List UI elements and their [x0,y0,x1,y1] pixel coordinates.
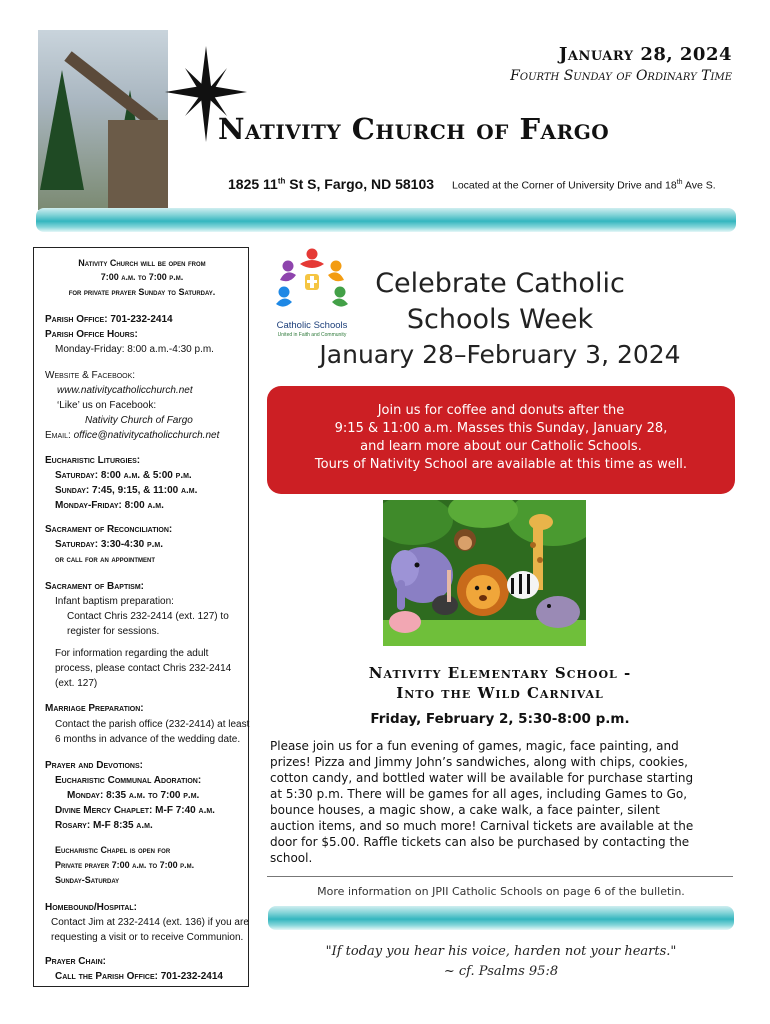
reconciliation-appointment: or call for an appointment [55,554,155,564]
carnival-title: Nativity Elementary School - [368,664,632,682]
marriage-label: Marriage Preparation: [45,703,144,714]
carnival-body-line: school. [270,851,313,865]
adult-baptism-line: For information regarding the adult [55,648,209,659]
parish-info-sidebar [33,247,249,987]
website-label: Website & Facebook: [45,370,136,381]
scripture-citation: ~ cf. Psalms 95:8 [443,964,559,979]
marriage-line: Contact the parish office (232-2414) at least [55,719,250,730]
carnival-body-line: bounce houses, a magic show, a cake walk, a face painter, silent [270,803,660,817]
prayer-devotions-label: Prayer and Devotions: [45,760,143,771]
open-hours-line: 7:00 a.m. to 7:00 p.m. [100,272,184,282]
baptism-line: register for sessions. [67,626,160,637]
office-hours-value: Monday-Friday: 8:00 a.m.-4:30 p.m. [55,344,214,355]
chapel-line: Sunday-Saturday [55,875,120,885]
rosary-time: Rosary: M-F 8:35 a.m. [55,820,153,831]
announcement-line: 9:15 & 11:00 a.m. Masses this Sunday, January 28, [334,421,668,436]
open-hours-line: Nativity Church will be open from [78,258,206,268]
carnival-body-line: auction items, and so much more! Carnival tickets are available at the [270,819,694,833]
church-location: Located at the Corner of University Drive and 18th Ave S. [452,179,716,192]
adoration-label: Eucharistic Communal Adoration: [55,775,202,786]
announcement-line: Tours of Nativity School are available at this time as well. [314,457,688,472]
jungle-animals-illustration [383,500,586,646]
carnival-title: Into the Wild Carnival [396,684,604,702]
carnival-body-line: door for $5.00. Raffle tickets can also be purchased by contacting the [270,835,690,849]
homebound-line: requesting a visit or to receive Communion. [51,932,244,943]
scripture-quote: "If today you hear his voice, harden not your hearts." [325,944,677,959]
carnival-date: Friday, February 2, 5:30-8:00 p.m. [370,711,630,727]
adult-baptism-line: (ext. 127) [55,678,98,689]
adoration-time: Monday: 8:35 a.m. to 7:00 p.m. [67,790,200,801]
open-hours-line: for private prayer Sunday to Saturday. [68,287,216,297]
church-name: Nativity Church of Fargo [218,112,610,146]
facebook-like: ‘Like’ us on Facebook: [57,400,157,411]
marriage-line: 6 months in advance of the wedding date. [55,734,241,745]
prayer-chain-label: Prayer Chain: [45,956,106,967]
schools-week-title: Schools Week [406,304,594,335]
catholic-schools-logo-text: Catholic Schools [276,320,348,331]
baptism-line: Infant baptism preparation: [55,596,174,607]
carnival-body-line: Please join us for a fun evening of games, magic, face painting, and [270,739,679,753]
facebook-name[interactable]: Nativity Church of Fargo [85,415,193,426]
reconciliation-label: Sacrament of Reconciliation: [45,524,173,535]
liturgy-time: Saturday: 8:00 a.m. & 5:00 p.m. [55,470,192,481]
church-photo [38,30,168,210]
chapel-line: Private prayer 7:00 a.m. to 7:00 p.m. [55,860,195,870]
announcement-line: and learn more about our Catholic Schools. [360,439,642,454]
more-info-note: More information on JPII Catholic Schools on page 6 of the bulletin. [317,885,685,898]
bulletin-date: January 28, 2024 [558,44,732,65]
email-line: Email: office@nativitycatholicchurch.net [45,430,220,441]
carnival-body-line: cotton candy, and bottled water will be available for purchase starting [270,771,694,785]
office-phone: Parish Office: 701-232-2414 [45,314,173,325]
zebra-shape [507,571,539,599]
tree-shape [40,70,84,190]
church-address: 1825 11th St S, Fargo, ND 58103 [228,176,435,192]
schools-week-title: Celebrate Catholic [375,268,625,299]
carnival-body-line: at 5:30 p.m. There will be games for all ages, including Games to Go, [270,787,688,801]
church-wall-shape [108,120,168,210]
hippo-shape [536,596,580,628]
adult-baptism-line: process, please contact Chris 232-2414 [55,663,232,674]
announcement-line: Join us for coffee and donuts after the [377,403,625,418]
monkey-shape [454,529,476,551]
footer-wave-divider [268,906,734,930]
schools-week-dates: January 28–February 3, 2024 [319,340,681,369]
catholic-schools-tagline: United in Faith and Community [277,332,347,338]
liturgy-time: Sunday: 7:45, 9:15, & 11:00 a.m. [55,485,198,496]
baptism-line: Contact Chris 232-2414 (ext. 127) to [67,611,229,622]
liturgical-day: Fourth Sunday of Ordinary Time [510,68,732,84]
lion-shape [457,564,509,616]
homebound-label: Homebound/Hospital: [45,902,137,913]
divine-mercy-time: Divine Mercy Chaplet: M-F 7:40 a.m. [55,805,215,816]
prayer-chain-phone: Call the Parish Office: 701-232-2414 [55,971,223,982]
section-divider [267,876,733,877]
chapel-line: Eucharistic Chapel is open for [55,845,171,855]
pig-shape [389,611,421,633]
schools-week-announcement [267,386,735,494]
carnival-body-line: prizes! Pizza and Jimmy John’s sandwiches, along with chips, cookies, [270,755,688,769]
email-link[interactable]: office@nativitycatholicchurch.net [73,430,220,441]
office-hours-label: Parish Office Hours: [45,329,138,340]
baptism-label: Sacrament of Baptism: [45,581,144,592]
website-link[interactable]: www.nativitycatholicchurch.net [57,385,193,396]
reconciliation-time: Saturday: 3:30-4:30 p.m. [55,539,164,550]
liturgies-label: Eucharistic Liturgies: [45,455,141,466]
liturgy-time: Monday-Friday: 8:00 a.m. [55,500,164,511]
header-wave-divider [36,208,736,232]
homebound-line: Contact Jim at 232-2414 (ext. 136) if you are [51,917,249,928]
